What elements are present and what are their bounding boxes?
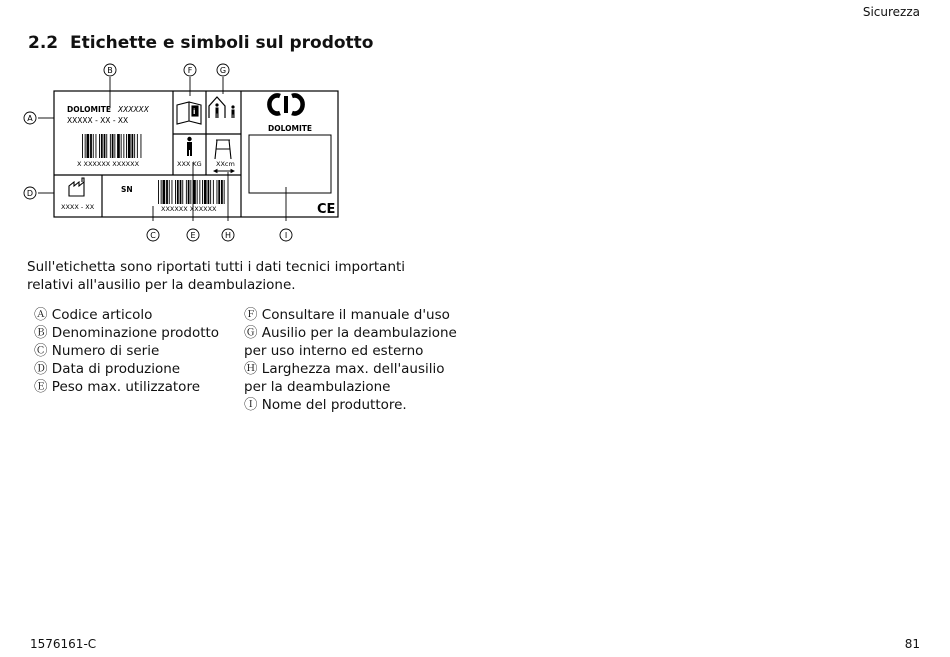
brand-text: DOLOMITE [67, 105, 111, 114]
legend-item [34, 360, 219, 378]
callout-letter: C [150, 231, 156, 240]
legend-marker: Ⓓ [34, 361, 48, 377]
legend-item [34, 324, 219, 342]
barcode-product [82, 134, 141, 158]
legend-right-list [244, 306, 459, 414]
label-description: Sull'etichetta sono riportati tutti i dati tecnici importanti relativi all'ausilio per la deambulazione. [27, 259, 406, 293]
legend-marker: Ⓑ [34, 325, 48, 341]
legend-text: Codice articolo [51, 307, 153, 323]
legend-item [34, 306, 219, 324]
legend-marker: Ⓖ [244, 325, 258, 341]
section-number: 2.2 [28, 33, 59, 53]
legend-text: Denominazione prodotto [51, 325, 220, 341]
indoor-outdoor-icon [209, 97, 235, 118]
callout-letter: G [219, 66, 227, 75]
legend-text: Numero di serie [51, 343, 160, 359]
legend-text: Nome del produttore. [261, 397, 407, 413]
callout-letter: B [107, 66, 113, 75]
walker-width-icon [215, 140, 231, 159]
barcode-caption: X XXXXXX XXXXXX [77, 160, 140, 168]
legend-text: Ausilio per la deambulazione [261, 325, 457, 341]
legend-item-continuation [244, 342, 459, 360]
legend-item [244, 396, 459, 414]
callout-letter: H [224, 231, 232, 240]
logo-wordmark: DOLOMITE [268, 124, 312, 133]
max-weight-icon [187, 137, 192, 156]
running-header: Sicurezza [862, 5, 920, 19]
legend-marker: Ⓐ [34, 307, 48, 323]
dolomite-logo-icon [269, 96, 302, 114]
barcode-serial [158, 180, 225, 204]
legend-text: Peso max. utilizzatore [51, 379, 201, 395]
section-heading [28, 33, 374, 53]
legend-item [244, 324, 459, 342]
legend-marker: Ⓕ [244, 307, 258, 323]
factory-icon [69, 178, 84, 196]
callout-letter: E [190, 231, 196, 240]
ce-mark: CE [317, 202, 336, 217]
callout-letter: A [27, 114, 33, 123]
product-label-diagram [20, 60, 350, 250]
serial-label: SN [121, 185, 133, 194]
legend-item [34, 342, 219, 360]
production-date: XXXX - XX [61, 203, 95, 211]
legend-text: Consultare il manuale d'uso [261, 307, 450, 323]
legend-marker: Ⓘ [244, 397, 258, 413]
legend-item [244, 360, 459, 378]
legend-item [34, 378, 219, 396]
legend-item [244, 306, 459, 324]
legend-text: Data di produzione [51, 361, 181, 377]
serial-caption: XXXXXX XXXXXX [161, 205, 217, 213]
legend-text: per la deambulazione [244, 379, 391, 395]
callout-letter: D [26, 189, 34, 198]
svg-text:i: i [193, 108, 196, 116]
legend-item-continuation [244, 378, 459, 396]
product-placeholder: XXXXXX [118, 105, 149, 114]
code-placeholder: XXXXX - XX - XX [67, 116, 129, 125]
page-number: 81 [904, 637, 920, 651]
document-code: 1576161-C [30, 637, 97, 651]
width-arrow-icon [214, 170, 234, 173]
legend-marker: Ⓗ [244, 361, 258, 377]
legend-marker: Ⓒ [34, 343, 48, 359]
legend-text: per uso interno ed esterno [244, 343, 424, 359]
weight-value: XXX KG [177, 160, 202, 168]
callout-letter: I [284, 231, 288, 240]
section-title: Etichette e simboli sul prodotto [70, 33, 374, 53]
legend-left-list [34, 306, 219, 396]
manual-icon [177, 102, 201, 124]
width-value: XXcm [216, 160, 235, 168]
callout-letter: F [187, 66, 193, 75]
legend-marker: Ⓔ [34, 379, 48, 395]
legend-text: Larghezza max. dell'ausilio [261, 361, 445, 377]
